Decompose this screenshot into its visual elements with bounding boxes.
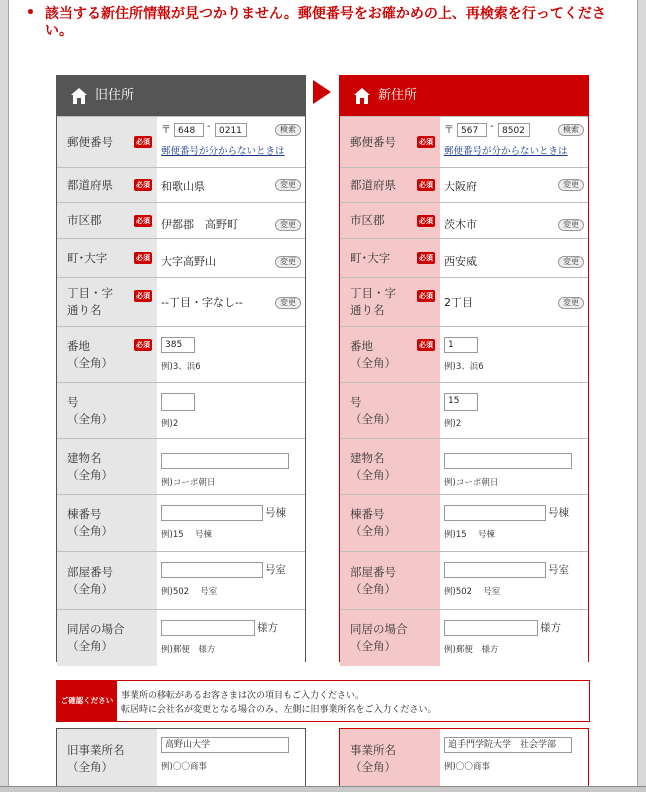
- tou-label-2: （全角）: [350, 524, 396, 538]
- city-label: 市区郡: [67, 213, 102, 227]
- new-building-input[interactable]: [444, 453, 572, 469]
- cohab-unit: 様方: [257, 622, 278, 634]
- banchi-label-2: （全角）: [350, 355, 396, 370]
- required-badge: 必須: [419, 181, 433, 189]
- required-badge: 必須: [419, 341, 433, 349]
- old-tou-input[interactable]: [161, 505, 263, 521]
- old-go-row: [57, 382, 305, 438]
- new-room-input[interactable]: [444, 562, 546, 578]
- new-search-button[interactable]: 検索: [558, 124, 584, 136]
- error-message: [26, 6, 616, 40]
- cohab-example: 例)郵便 様方: [161, 645, 216, 655]
- tou-label: 棟番号: [350, 507, 385, 521]
- building-label: 建物名: [67, 450, 102, 465]
- tou-label-2: （全角）: [67, 524, 113, 538]
- window-left-border: [0, 0, 9, 792]
- notice-line-1: 事業所の移転があるお客さまは次の項目もご入力ください。: [121, 691, 365, 701]
- town-label: 町･大字: [67, 250, 108, 265]
- new-prefecture-change-button[interactable]: 変更: [558, 179, 584, 191]
- new-cohab-row: [340, 609, 588, 666]
- tou-unit: 号棟: [265, 507, 286, 519]
- new-business-row: [339, 728, 589, 790]
- town-label: 町･大字: [350, 250, 391, 265]
- old-address-title: 旧住所: [95, 88, 135, 103]
- banchi-label-2: （全角）: [67, 355, 113, 370]
- old-tou-row: [57, 494, 305, 551]
- room-unit: 号室: [548, 564, 569, 576]
- old-city-row: [57, 202, 305, 238]
- new-business-input[interactable]: 追手門学院大学 社会学部: [444, 737, 572, 753]
- old-building-input[interactable]: [161, 453, 289, 469]
- old-banchi-row: [57, 326, 305, 382]
- old-postal-input-2[interactable]: 0211: [215, 123, 247, 137]
- building-label-2: （全角）: [350, 467, 396, 482]
- banchi-example: 例)3、浜6: [444, 362, 484, 372]
- cohab-unit: 様方: [540, 622, 561, 634]
- city-label: 市区郡: [350, 213, 385, 227]
- go-example: 例)2: [161, 419, 179, 429]
- banchi-example: 例)3、浜6: [161, 362, 201, 372]
- new-city-change-button[interactable]: 変更: [558, 219, 584, 231]
- cohab-example: 例)郵便 様方: [444, 645, 499, 655]
- old-cohab-row: [57, 609, 305, 666]
- old-business-row: [56, 728, 306, 790]
- confirmation-notice: [56, 680, 590, 722]
- old-prefecture-row: [57, 167, 305, 202]
- chome-label: 丁目・字: [67, 286, 113, 300]
- room-example: 例)502 号室: [444, 587, 501, 597]
- new-address-panel: [339, 75, 589, 662]
- new-prefecture-value: 大阪府: [444, 180, 477, 193]
- postal-mark: 〒: [161, 125, 171, 136]
- new-building-row: [340, 438, 588, 494]
- new-postal-help-link[interactable]: 郵便番号が分からないときは: [444, 146, 568, 157]
- tou-unit: 号棟: [548, 507, 569, 519]
- new-go-row: [340, 382, 588, 438]
- old-room-row: [57, 551, 305, 609]
- new-cohab-input[interactable]: [444, 620, 538, 636]
- window-right-border: [637, 0, 646, 792]
- room-unit: 号室: [265, 564, 286, 576]
- new-go-input[interactable]: 15: [444, 393, 478, 411]
- new-room-row: [340, 551, 588, 609]
- new-business-label-2: （全角）: [350, 760, 396, 774]
- old-town-change-button[interactable]: 変更: [275, 256, 301, 268]
- banchi-label: 番地: [67, 338, 90, 353]
- required-badge: 必須: [419, 216, 433, 225]
- new-address-header: [340, 76, 588, 116]
- new-prefecture-row: [340, 167, 588, 202]
- new-tou-input[interactable]: [444, 505, 546, 521]
- required-badge: 必須: [419, 138, 433, 146]
- new-town-row: [340, 238, 588, 277]
- old-address-header: [57, 76, 305, 116]
- new-chome-value: 2丁目: [444, 296, 473, 309]
- new-postal-row: [340, 116, 588, 167]
- new-postal-input-1[interactable]: 567: [457, 123, 487, 137]
- new-chome-change-button[interactable]: 変更: [558, 297, 584, 309]
- old-cohab-input[interactable]: [161, 620, 255, 636]
- old-banchi-input[interactable]: 385: [161, 337, 195, 353]
- required-badge: 必須: [136, 181, 150, 189]
- required-badge: 必須: [419, 292, 433, 300]
- required-badge: 必須: [136, 254, 150, 262]
- go-label-2: （全角）: [350, 411, 396, 426]
- go-label-2: （全角）: [67, 411, 113, 426]
- old-chome-value: --丁目・字なし--: [161, 296, 243, 309]
- new-chome-row: [340, 277, 588, 326]
- old-postal-help-link[interactable]: 郵便番号が分からないときは: [161, 146, 285, 157]
- old-town-value: 大字高野山: [161, 255, 216, 268]
- old-postal-input-1[interactable]: 648: [174, 123, 204, 137]
- old-search-button[interactable]: 検索: [275, 124, 301, 136]
- old-chome-row: [57, 277, 305, 326]
- old-postal-row: [57, 116, 305, 167]
- cohab-label-2: （全角）: [67, 639, 113, 653]
- new-town-change-button[interactable]: 変更: [558, 256, 584, 268]
- prefecture-label: 都道府県: [67, 177, 113, 192]
- old-town-row: [57, 238, 305, 277]
- go-label: 号: [350, 394, 362, 409]
- tou-label: 棟番号: [67, 507, 102, 521]
- room-example: 例)502 号室: [161, 587, 218, 597]
- prefecture-label: 都道府県: [350, 177, 396, 192]
- old-business-label: 旧事業所名: [67, 743, 125, 757]
- chome-label-2: 通り名: [350, 303, 385, 317]
- postal-dash: -: [207, 121, 211, 132]
- new-business-label: 事業所名: [350, 743, 396, 757]
- business-example: 例)〇〇商事: [444, 762, 490, 772]
- old-chome-change-button[interactable]: 変更: [275, 297, 301, 309]
- cohab-label-2: （全角）: [350, 639, 396, 653]
- room-label-2: （全角）: [350, 581, 396, 596]
- cohab-label: 同居の場合: [67, 622, 125, 636]
- old-building-row: [57, 438, 305, 494]
- old-business-input[interactable]: 高野山大学: [161, 737, 289, 753]
- old-prefecture-change-button[interactable]: 変更: [275, 179, 301, 191]
- go-label: 号: [67, 394, 79, 409]
- postal-dash: -: [490, 121, 494, 132]
- old-prefecture-value: 和歌山県: [161, 180, 205, 193]
- error-bullet: •: [26, 5, 35, 21]
- chome-label: 丁目・字: [350, 286, 396, 300]
- postal-mark: 〒: [444, 125, 454, 136]
- old-business-label-2: （全角）: [67, 760, 113, 774]
- confirm-badge: ご確認ください: [57, 681, 117, 721]
- room-label: 部屋番号: [67, 564, 113, 579]
- old-city-value: 伊都郡 高野町: [161, 218, 238, 231]
- house-icon: [352, 86, 372, 106]
- new-tou-row: [340, 494, 588, 551]
- notice-line-2: 転居時に会社名が変更となる場合のみ、左側に旧事業所名をご入力ください。: [121, 705, 437, 715]
- required-badge: 必須: [136, 341, 150, 349]
- tou-example: 例)15 号棟: [444, 530, 495, 540]
- required-badge: 必須: [136, 216, 150, 225]
- building-example: 例)コーポ朝日: [161, 478, 216, 488]
- building-label-2: （全角）: [67, 467, 113, 482]
- required-badge: 必須: [136, 138, 150, 146]
- postal-label: 郵便番号: [67, 134, 113, 149]
- error-text: 該当する新住所情報が見つかりません。郵便番号をお確かめの上、再検索を行ってください。: [45, 6, 606, 39]
- new-city-value: 茨木市: [444, 218, 477, 231]
- go-example: 例)2: [444, 419, 462, 429]
- new-banchi-row: [340, 326, 588, 382]
- old-go-input[interactable]: [161, 393, 195, 411]
- old-address-panel: [56, 75, 306, 662]
- new-banchi-input[interactable]: 1: [444, 337, 478, 353]
- new-town-value: 西安威: [444, 255, 477, 268]
- building-example: 例)コーポ朝日: [444, 478, 499, 488]
- building-label: 建物名: [350, 450, 385, 465]
- room-label: 部屋番号: [350, 564, 396, 579]
- window-bottom-border: [0, 786, 646, 792]
- cohab-label: 同居の場合: [350, 622, 408, 636]
- chome-label-2: 通り名: [67, 303, 102, 317]
- banchi-label: 番地: [350, 338, 373, 353]
- required-badge: 必須: [419, 254, 433, 262]
- business-example: 例)〇〇商事: [161, 762, 207, 772]
- old-room-input[interactable]: [161, 562, 263, 578]
- house-icon: [69, 86, 89, 106]
- old-city-change-button[interactable]: 変更: [275, 219, 301, 231]
- tou-example: 例)15 号棟: [161, 530, 212, 540]
- required-badge: 必須: [136, 292, 150, 300]
- new-postal-input-2[interactable]: 8502: [498, 123, 530, 137]
- new-city-row: [340, 202, 588, 238]
- room-label-2: （全角）: [67, 581, 113, 596]
- arrow-right-icon: [313, 80, 331, 104]
- postal-label: 郵便番号: [350, 134, 396, 149]
- new-address-title: 新住所: [378, 88, 418, 103]
